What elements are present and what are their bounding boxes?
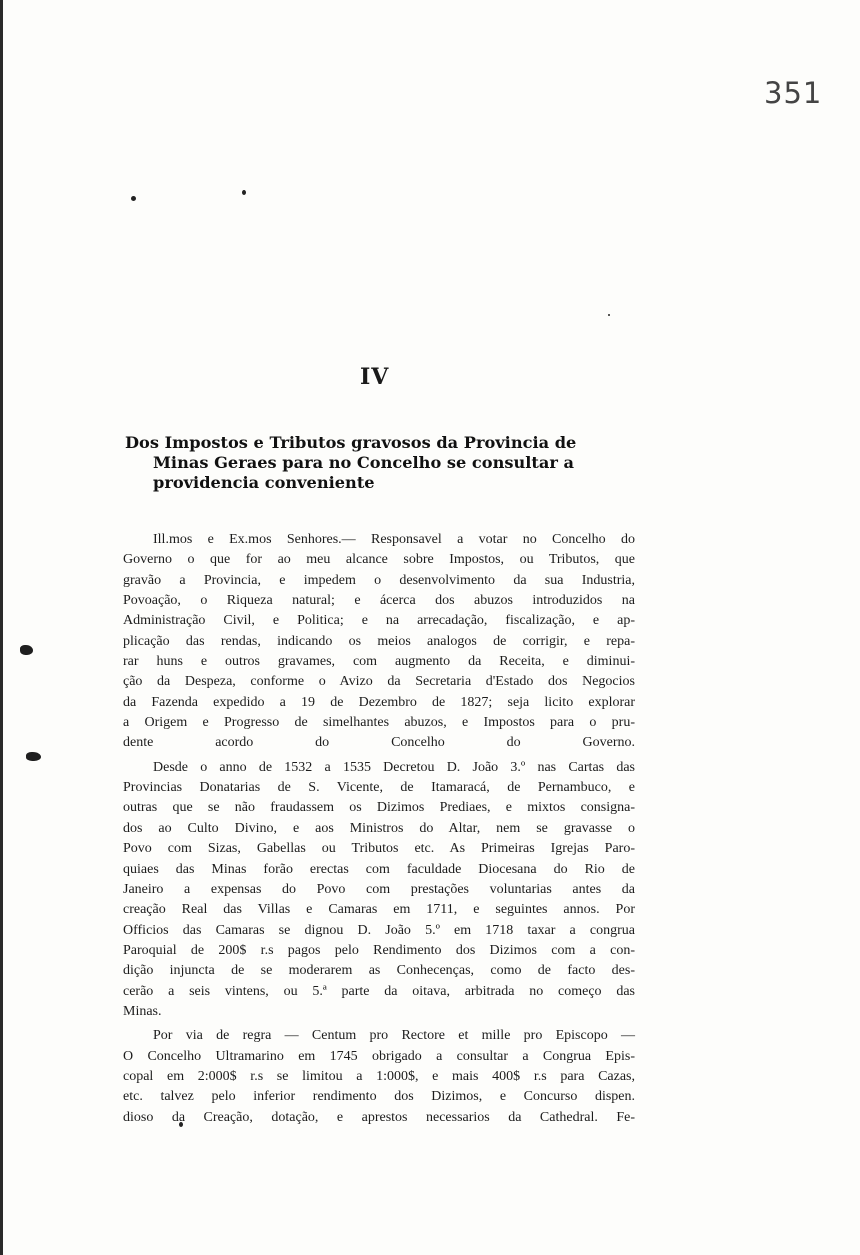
text-line: gravão a Provincia, e impedem o desenvolvimento da sua Industria, (123, 572, 635, 588)
ink-blot (26, 752, 41, 761)
text-line: Povoação, o Riqueza natural; e ácerca dos abuzos introduzidos na (123, 593, 635, 609)
ink-blot (20, 645, 33, 655)
text-line: Minas. (123, 1003, 162, 1019)
text-line: Paroquial de 200$ r.s pagos pelo Rendimento dos Dizimos com a con- (123, 942, 635, 958)
text-line: cerão a seis vintens, ou 5.ª parte da oitava, arbitrada no começo das (123, 983, 635, 999)
text-line: creação Real das Villas e Camaras em 1711, e seguintes annos. Por (123, 902, 635, 918)
text-line: dos ao Culto Divino, e aos Ministros do Altar, nem se gravasse o (123, 820, 635, 836)
text-line: dioso da Creação, dotação, e aprestos necessarios da Cathedral. Fe- (123, 1109, 635, 1125)
text-line: a Origem e Progresso de simelhantes abuzos, e Impostos para o pru- (123, 715, 635, 731)
text-line: Officios das Camaras se dignou D. João 5.º em 1718 taxar a congrua (123, 922, 635, 938)
chapter-heading (125, 433, 645, 493)
text-line: dente acordo do Concelho do Governo. (123, 735, 635, 751)
heading-line: Minas Geraes para no Concelho se consultar a (153, 453, 575, 472)
text-line: Provincias Donatarias de S. Vicente, de Itamaracá, de Pernambuco, e (123, 780, 635, 796)
ink-speck (242, 190, 246, 195)
text-line: Por via de regra — Centum pro Rectore et mille pro Episcopo — (153, 1028, 635, 1044)
text-line: copal em 2:000$ r.s se limitou a 1:000$, e mais 400$ r.s para Cazas, (123, 1068, 635, 1084)
paragraph-2 (123, 758, 635, 1022)
text-line: etc. talvez pelo inferior rendimento dos Dizimos, e Concurso dispen. (123, 1089, 635, 1105)
text-line: rar huns e outros gravames, com augmento da Receita, e diminui- (123, 654, 635, 670)
ink-speck (608, 314, 610, 316)
text-line: O Concelho Ultramarino em 1745 obrigado a consultar a Congrua Epis- (123, 1048, 635, 1064)
text-line: Ill.mos e Ex.mos Senhores.— Responsavel a votar no Concelho do (153, 532, 635, 547)
paragraph-3 (123, 1026, 635, 1128)
ink-speck (131, 196, 136, 201)
body-text (123, 530, 635, 1132)
heading-line: providencia conveniente (153, 473, 375, 492)
text-line: outras que se não fraudassem os Dizimos Prediaes, e mixtos consigna- (123, 800, 635, 816)
text-line: Desde o anno de 1532 a 1535 Decretou D. João 3.º nas Cartas das (153, 759, 635, 775)
text-line: Janeiro a expensas do Povo com prestações voluntarias antes da (123, 881, 635, 897)
heading-line: Dos Impostos e Tributos gravosos da Provincia de (125, 433, 577, 452)
text-line: Administração Civil, e Politica; e na arrecadação, fiscalização, e ap- (123, 613, 635, 629)
folio-number: 351 (764, 76, 823, 110)
text-line: dição injuncta de se moderarem as Conhecenças, como de facto des- (123, 963, 635, 979)
text-line: plicação das rendas, indicando os meios analogos de corrigir, e repa- (123, 633, 635, 649)
text-line: Povo com Sizas, Gabellas ou Tributos etc. As Primeiras Igrejas Paro- (123, 841, 635, 857)
text-line: da Fazenda expedido a 19 de Dezembro de 1827; seja licito explorar (123, 694, 635, 710)
page-edge (0, 0, 3, 1255)
text-line: ção da Despeza, conforme o Avizo da Secretaria d'Estado dos Negocios (123, 674, 635, 690)
text-line: Governo o que for ao meu alcance sobre Impostos, ou Tributos, que (123, 552, 635, 568)
text-line: quiaes das Minas forão erectas com faculdade Diocesana do Rio de (123, 861, 635, 877)
paragraph-1 (123, 530, 635, 754)
chapter-numeral: IV (360, 364, 390, 390)
